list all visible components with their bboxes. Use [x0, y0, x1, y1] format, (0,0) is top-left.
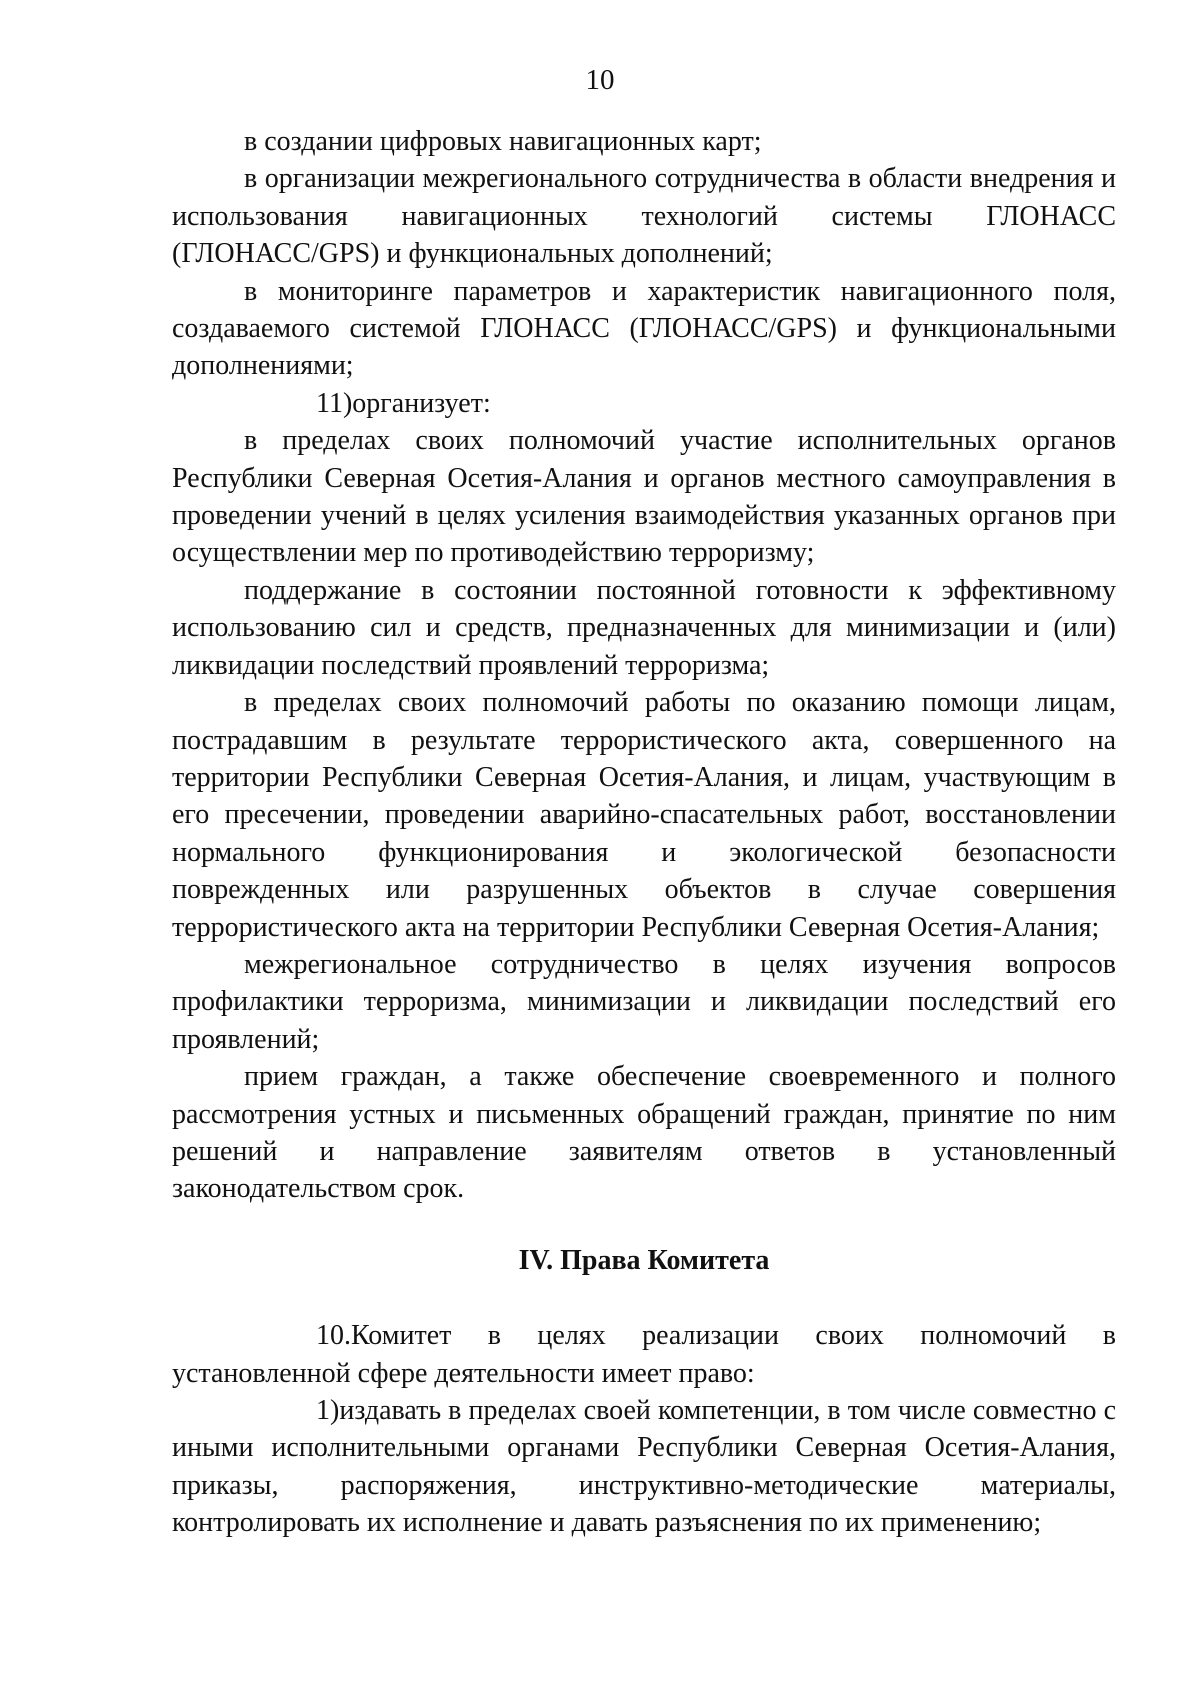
- document-body: [172, 123, 1116, 1542]
- list-item-number: 1): [316, 1395, 340, 1426]
- paragraph-item-10: [172, 1317, 1116, 1392]
- paragraph-interregional-cooperation: межрегиональное сотрудничество в целях изучения вопросов профилактики терроризма, минимизации и ликвидации последствий его проявлений;: [172, 948, 1116, 1055]
- paragraph-readiness: поддержание в состоянии постоянной готовности к эффективному использованию сил и средств, предназначенных для минимизации и (или) ликвидации последствий проявлений терроризма;: [172, 574, 1116, 681]
- list-item-text: издавать в пределах своей компетенции, в том числе совместно с иными исполнительными органами Республики Северная Осетия-Алания, приказы, распоряжения, инструктивно-методические материалы, контролировать их исполнение и давать разъяснения по их применению;: [172, 1395, 1116, 1539]
- paragraph-item-1: [172, 1392, 1116, 1542]
- paragraph-victim-assistance: в пределах своих полномочий работы по оказанию помощи лицам, пострадавшим в результате террористического акта, совершенного на территории Республики Северная Осетия-Алания, и лицам, участвующим в его пресечении, проведении аварийно-спасательных работ, восстановлении нормального функционирования и экологической безопасности поврежденных или разрушенных объектов в случае совершения террористического акта на территории Республики Северная Осетия-Алания;: [172, 687, 1116, 943]
- list-item-number: 10.: [316, 1320, 351, 1352]
- paragraph-monitoring-glonass: в мониторинге параметров и характеристик навигационного поля, создаваемого системой ГЛОНАСС (ГЛОНАСС/GPS) и функциональными дополнениями;: [172, 275, 1116, 382]
- paragraph-exercises: в пределах своих полномочий участие исполнительных органов Республики Северная Осетия-Алания и органов местного самоуправления в проведении учений в целях усиления взаимодействия указанных органов при осуществлении мер по противодействию терроризму;: [172, 425, 1116, 569]
- list-item-text: организует:: [352, 387, 491, 419]
- page-number: 10: [585, 64, 615, 96]
- list-item-11: [172, 385, 1116, 422]
- paragraph-digital-maps: в создании цифровых навигационных карт;: [244, 126, 762, 157]
- paragraph-citizen-reception: прием граждан, а также обеспечение своевременного и полного рассмотрения устных и письменных обращений граждан, принятие по ним решений и направление заявителям ответов в установленный законодательством срок.: [172, 1061, 1116, 1205]
- paragraph-interregional-glonass: в организации межрегионального сотрудничества в области внедрения и использования навигационных технологий системы ГЛОНАСС (ГЛОНАСС/GPS) и функциональных дополнений;: [172, 163, 1116, 270]
- list-item-number: 11): [316, 387, 353, 419]
- section-title: IV. Права Комитета: [518, 1244, 770, 1276]
- list-item-text: Комитет в целях реализации своих полномочий в установленной сфере деятельности имеет право:: [172, 1320, 1116, 1389]
